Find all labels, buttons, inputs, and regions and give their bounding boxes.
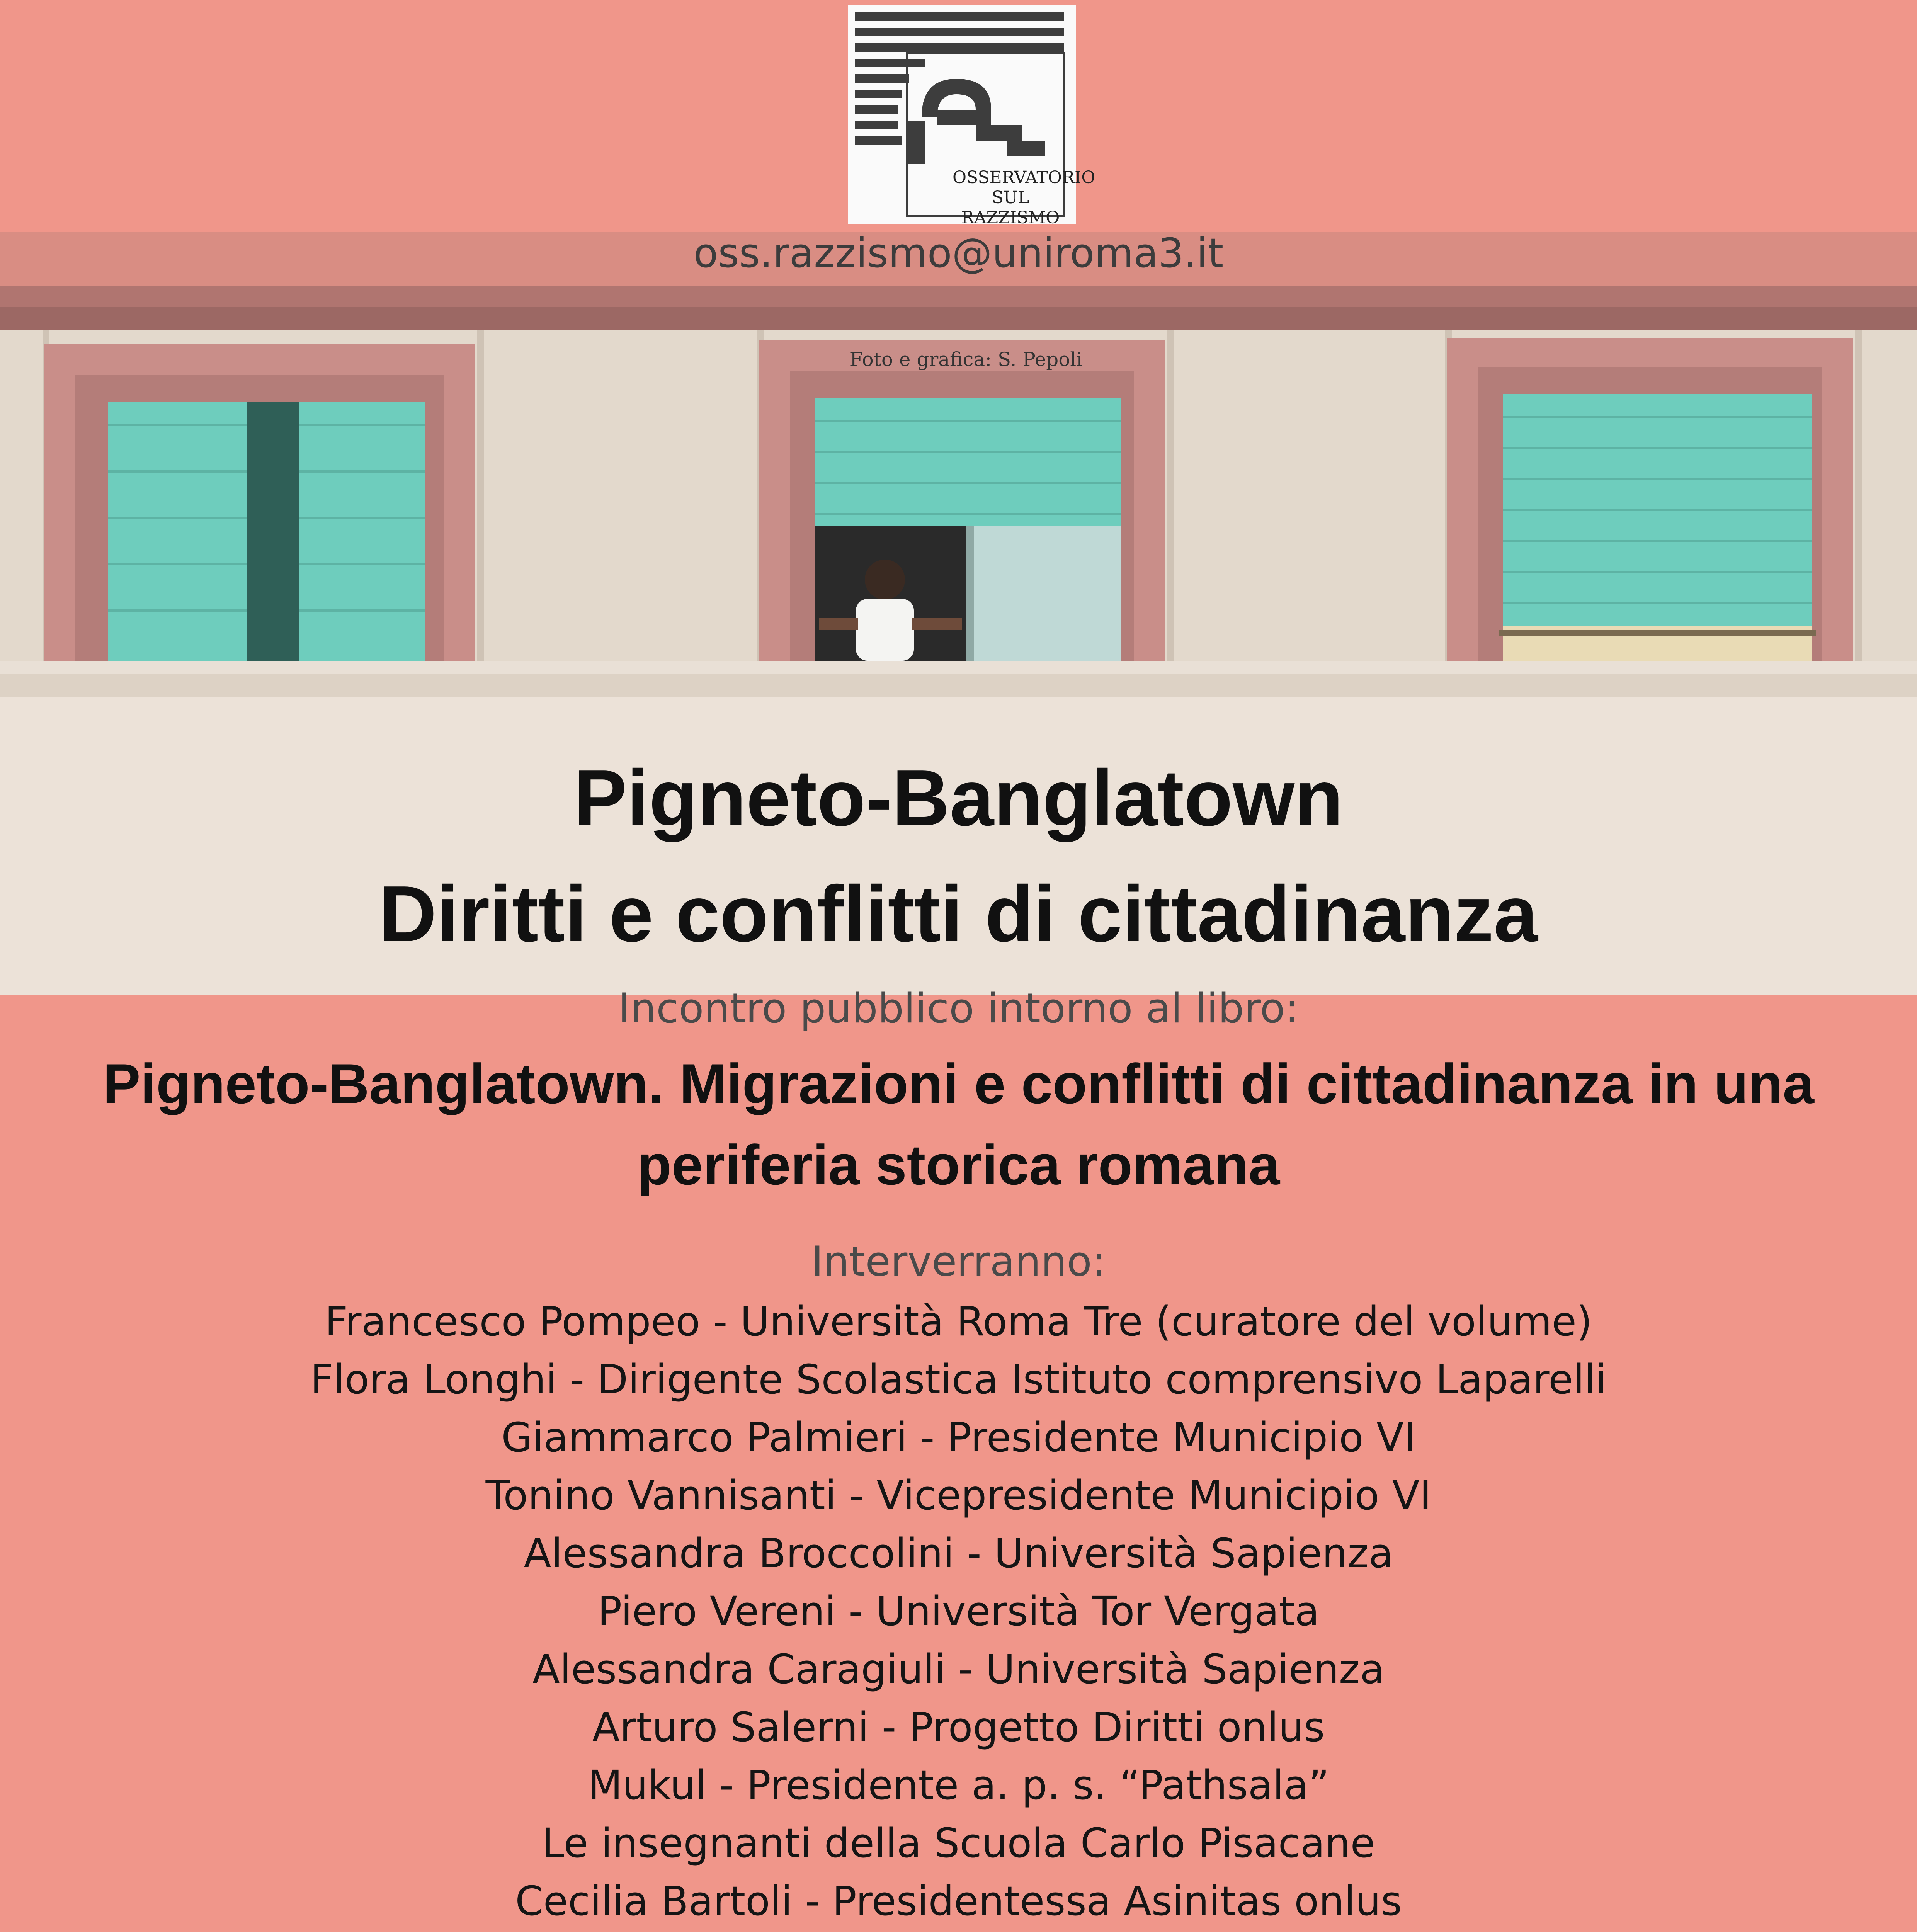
photo-credit: Foto e grafica: S. Pepoli bbox=[849, 348, 1083, 371]
speaker-item: Cecilia Bartoli - Presidentessa Asinitas onlus bbox=[515, 1878, 1402, 1925]
speaker-item: Francesco Pompeo - Università Roma Tre (curatore del volume) bbox=[325, 1298, 1592, 1345]
speaker-item bbox=[0, 1930, 1917, 1932]
intro-text: Incontro pubblico intorno al libro: bbox=[618, 985, 1299, 1032]
logo-caption: OSSERVATORIO SUL RAZZISMO bbox=[953, 168, 1095, 228]
book-title-line1: Pigneto-Banglatown. Migrazioni e conflitti di cittadinanza in una bbox=[103, 1052, 1814, 1115]
observatory-logo bbox=[848, 5, 1095, 228]
book-title-line2: periferia storica romana bbox=[637, 1133, 1280, 1196]
email-link[interactable]: oss.razzismo@uniroma3.it bbox=[693, 230, 1224, 277]
speaker-item: Flora Longhi - Dirigente Scolastica Istituto comprensivo Laparelli bbox=[310, 1356, 1607, 1403]
page-subtitle: Diritti e conflitti di cittadinanza bbox=[379, 869, 1538, 958]
speaker-item: Alessandra Caragiuli - Università Sapienza bbox=[532, 1646, 1385, 1693]
speaker-item: Tonino Vannisanti - Vicepresidente Municipio VI bbox=[485, 1472, 1432, 1519]
page-title: Pigneto-Banglatown bbox=[573, 753, 1344, 842]
logo-mark-icon bbox=[898, 63, 1061, 168]
speaker-item: Alessandra Broccolini - Università Sapienza bbox=[524, 1530, 1393, 1577]
speaker-item: Giammarco Palmieri - Presidente Municipio VI bbox=[501, 1414, 1416, 1461]
speaker-item: Mukul - Presidente a. p. s. “Pathsala” bbox=[587, 1762, 1330, 1809]
speaker-item: Arturo Salerni - Progetto Diritti onlus bbox=[592, 1704, 1325, 1751]
speakers-heading: Interverranno: bbox=[811, 1238, 1106, 1285]
speaker-item: Piero Vereni - Università Tor Vergata bbox=[597, 1588, 1320, 1635]
speaker-item: Le insegnanti della Scuola Carlo Pisacane bbox=[542, 1820, 1375, 1867]
top-facade-photo bbox=[0, 232, 1917, 699]
